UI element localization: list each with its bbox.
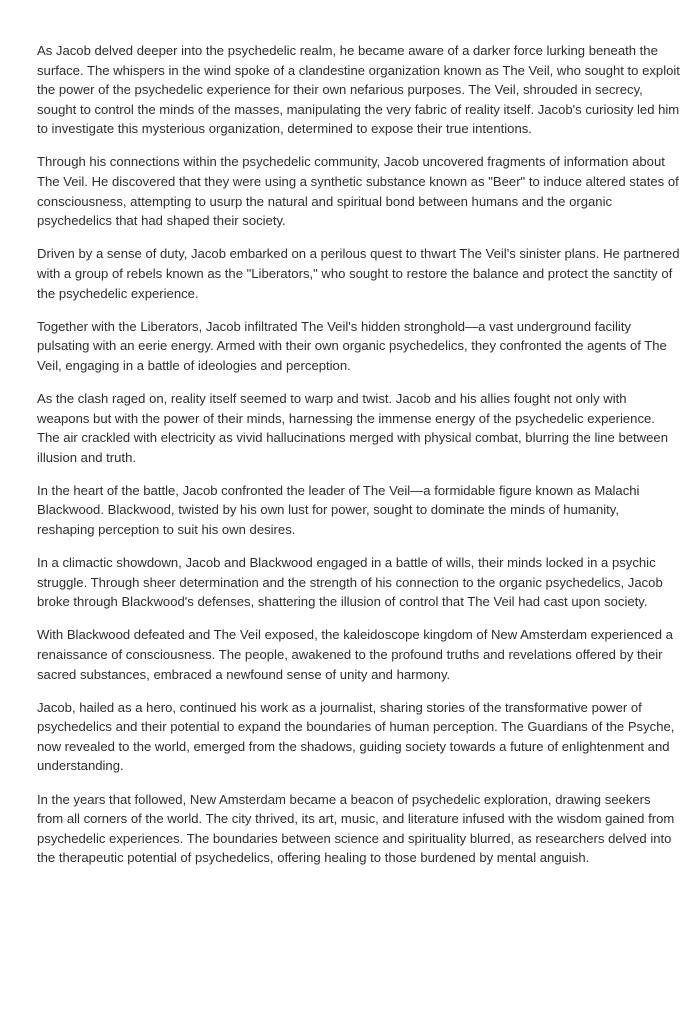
paragraph-10: In the years that followed, New Amsterdam became a beacon of psychedelic exploration, drawing seekers from all corners of the world. The city thrived, its art, music, and literature infused with the wisdom gained from psychedelic experiences. The boundaries between science and spirituality blurred, as researchers delved into the therapeutic potential of psychedelics, offering healing to those burdened by mental anguish. <box>37 791 675 866</box>
paragraph-6: In the heart of the battle, Jacob confronted the leader of The Veil—a formidable figure known as Malachi Blackwood. Blackwood, twisted by his own lust for power, sought to dominate the minds of humanity, reshaping perception to suit his own desires. <box>37 482 640 537</box>
paragraph-9: Jacob, hailed as a hero, continued his work as a journalist, sharing stories of the transformative power of psychedelics and their potential to expand the boundaries of human perception. The Guardians of the Psyche, now revealed to the world, emerged from the shadows, guiding society towards a future of enlightenment and understanding. <box>37 699 675 774</box>
paragraph-4: Together with the Liberators, Jacob infiltrated The Veil's hidden stronghold—a vast underground facility pulsating with an eerie energy. Armed with their own organic psychedelics, they confronted the agents of The Veil, engaging in a battle of ideologies and perception. <box>37 318 667 373</box>
paragraph-3: Driven by a sense of duty, Jacob embarked on a perilous quest to thwart The Veil's sinister plans. He partnered with a group of rebels known as the "Liberators," who sought to restore the balance and protect the sanctity of the psychedelic experience. <box>37 246 680 301</box>
paragraph-5: As the clash raged on, reality itself seemed to warp and twist. Jacob and his allies fought not only with weapons but with the power of their minds, harnessing the immense energy of the psychedelic experience. The air crackled with electricity as vivid hallucinations merged with physical combat, blurring the line between illusion and truth. <box>37 390 668 465</box>
paragraph-7: In a climactic showdown, Jacob and Blackwood engaged in a battle of wills, their minds locked in a psychic struggle. Through sheer determination and the strength of his connection to the organic psychedelics, Jacob broke through Blackwood's defenses, shattering the illusion of control that The Veil had cast upon society. <box>37 555 663 610</box>
paragraph-2: Through his connections within the psychedelic community, Jacob uncovered fragments of information about The Veil. He discovered that they were using a synthetic substance known as "Beer" to induce altered states of consciousness, attempting to usurp the natural and spiritual bond between humans and the organic psychedelics that had shaped their society. <box>37 154 679 229</box>
paragraph-1: As Jacob delved deeper into the psychedelic realm, he became aware of a darker force lurking beneath the surface. The whispers in the wind spoke of a clandestine organization known as The Veil, who sought to exploit the power of the psychedelic experience for their own nefarious purposes. The Veil, shrouded in secrecy, sought to control the minds of the masses, manipulating the very fabric of reality itself. Jacob's curiosity led him to investigate this mysterious organization, determined to expose their true intentions. <box>37 43 680 137</box>
paragraph-8: With Blackwood defeated and The Veil exposed, the kaleidoscope kingdom of New Amsterdam experienced a renaissance of consciousness. The people, awakened to the profound truths and revelations offered by their sacred substances, embraced a newfound sense of unity and harmony. <box>37 627 673 682</box>
